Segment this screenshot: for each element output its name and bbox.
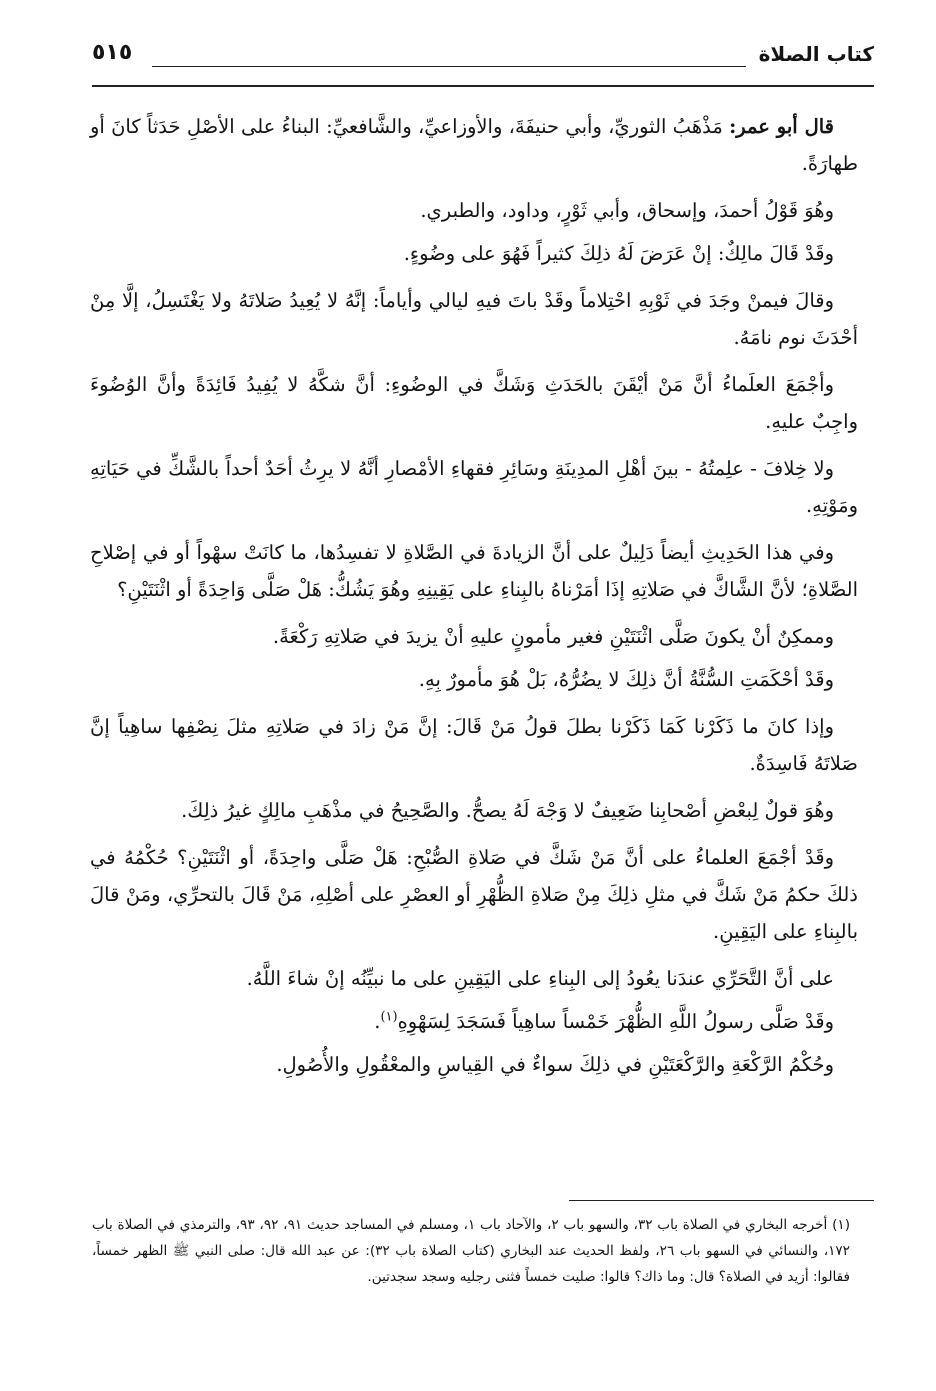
paragraph-1 — [90, 108, 858, 182]
footnote-reference[interactable]: (١) — [380, 1009, 398, 1025]
running-title: كتاب الصلاة — [758, 42, 874, 66]
footnotes — [92, 1212, 850, 1290]
paragraph-lead: قال أبو عمر: — [729, 115, 835, 138]
footnote-1: (١) أخرجه البخاري في الصلاة باب ٣٢، والسهو باب ٢، والآحاد باب ١، ومسلم في المساجد حديث ٩١، ٩٢، ٩٣، والترمذي في الصلاة باب ١٧٢، والنسائي في السهو باب ٢٦، ولفظ الحديث عند البخاري (كتاب الصلاة باب ٣٢): عن عبد الله قال: صلى النبي ﷺ الظهر خمساً، فقالوا: أزيد في الصلاة؟ قال: وما ذاك؟ قالوا: صليت خمساً فثنى رجليه وسجد سجدتين. — [92, 1217, 851, 1285]
paragraph-4: وقالَ فيمنْ وجَدَ في ثَوْبِهِ احْتِلاماً وقَدْ باتَ فيهِ ليالي وأياماً: إنَّهُ لا يُعِيدُ صَلاتَهُ ولا يَغْتَسِلُ، إلَّا مِنْ أحْدَثَ نوم نامَهُ. — [90, 289, 858, 349]
paragraph-end: . — [374, 1010, 381, 1033]
page-header — [92, 38, 874, 88]
paragraph-3: وقَدْ قَالَ مالِكٌ: إنْ عَرَضَ لَهُ ذلِكَ كثيراً فَهُوَ على وضُوءٍ. — [403, 242, 834, 265]
paragraph-6: ولا خِلافَ - علِمتُهُ - بينَ أهْلِ المدِينَةِ وسَائِرِ فقهاءِ الأمْصارِ أنَّهُ لا يرِثُ أحَدٌ أحداً بالشَّكِّ في حَيَاتِهِ ومَوْتِهِ. — [90, 457, 858, 517]
paragraph-5: وأجْمَعَ العلَماءُ أنَّ مَنْ أيْقَنَ بالحَدَثِ وَشَكَّ في الوضُوءِ: أنَّ شكَّهُ لا يُفِيدُ فَائِدَةً وأنَّ الوُضُوءَ واجِبٌ عليهِ. — [90, 373, 858, 433]
paragraph-text: مَذْهَبُ الثوريِّ، وأبي حنيفَةَ، والأوزاعيِّ، والشَّافعيِّ: البناءُ على الأصْلِ حَدَثاً كانَ أو طهارَةً. — [90, 115, 858, 175]
paragraph-12: وقَدْ أجْمَعَ العلماءُ على أنَّ مَنْ شَكَّ في صَلاةِ الصُّبْحِ: هَلْ صَلَّى واحِدَةً، أو اثْنَتَيْنِ؟ حُكْمُهُ في ذلكَ حكمُ مَنْ شَكَّ في مثلِ ذلِكَ مِنْ صَلاةِ الظُّهْرِ أو العصْرِ على أصْلِهِ، مَنْ قَالَ بالتحرِّي، ومَنْ قالَ بالبِناءِ على اليَقِينِ. — [90, 846, 858, 943]
paragraph-14 — [90, 1003, 858, 1040]
paragraph-7: وفي هذا الحَدِيثِ أيضاً دَلِيلٌ على أنَّ الزيادةَ في الصَّلاةِ لا تفسِدُها، ما كانَتْ سهْواً أو في إصْلاحِ الصَّلاةِ؛ لأنَّ الشَّاكَّ في صَلاتِهِ إذَا أمَرْناهُ بالبِناءِ على يَقِينِهِ وهُوَ يَشُكُّ: هَلْ صَلَّى وَاحِدَةً أو اثْنَتَيْنِ؟ — [90, 541, 858, 601]
page-number: ٥١٥ — [92, 40, 133, 65]
main-text — [90, 108, 858, 1093]
header-rule-thin — [152, 66, 746, 67]
paragraph-13: على أنَّ التَّحَرِّي عندَنا يعُودُ إلى البِناءِ على اليَقِينِ على ما نبيِّنُه إنْ شاءَ اللَّهُ. — [246, 967, 834, 990]
paragraph-9: وقَدْ أحْكَمَتِ السُّنَّةُ أنَّ ذلِكَ لا يضُرُّهُ، بَلْ هُوَ مأمورٌ بِهِ. — [418, 668, 834, 691]
footnote-rule — [569, 1200, 874, 1201]
paragraph-8: وممكِنٌ أنْ يكونَ صَلَّى اثْنَتَيْنِ فغير مأمونٍ عليهِ أنْ يزيدَ في صَلاتِهِ رَكْعَةً. — [272, 625, 834, 648]
paragraph-10: وإذا كانَ ما ذَكَرْنا كَمَا ذَكَرْنا بطلَ قولُ مَنْ قَالَ: إنَّ مَنْ زادَ في صَلاتِهِ مثلَ نِصْفِها ساهِياً إنَّ صَلاتَهُ فَاسِدَةٌ. — [90, 715, 858, 775]
paragraph-11: وهُوَ قولٌ لِبعْضِ أصْحابِنا ضَعِيفٌ لا وَجْهَ لَهُ يصحُّ. والصَّحِيحُ في مذْهَبِ مالِكٍ غيرُ ذلِكَ. — [181, 799, 834, 822]
paragraph-2: وهُوَ قَوْلُ أحمدَ، وإسحاق، وأبي ثَوْرٍ، وداود، والطبري. — [420, 199, 834, 222]
paragraph-15: وحُكْمُ الرَّكْعَةِ والرَّكْعَتَيْنِ في ذلِكَ سواءٌ في القِياسِ والمعْقُولِ والأُصُولِ. — [276, 1053, 834, 1076]
paragraph-text: وقَدْ صَلَّى رسولُ اللَّهِ الظُّهْرَ خَمْساً ساهِياً فَسَجَدَ لِسَهْوِهِ — [397, 1010, 834, 1033]
header-rule — [92, 85, 874, 87]
